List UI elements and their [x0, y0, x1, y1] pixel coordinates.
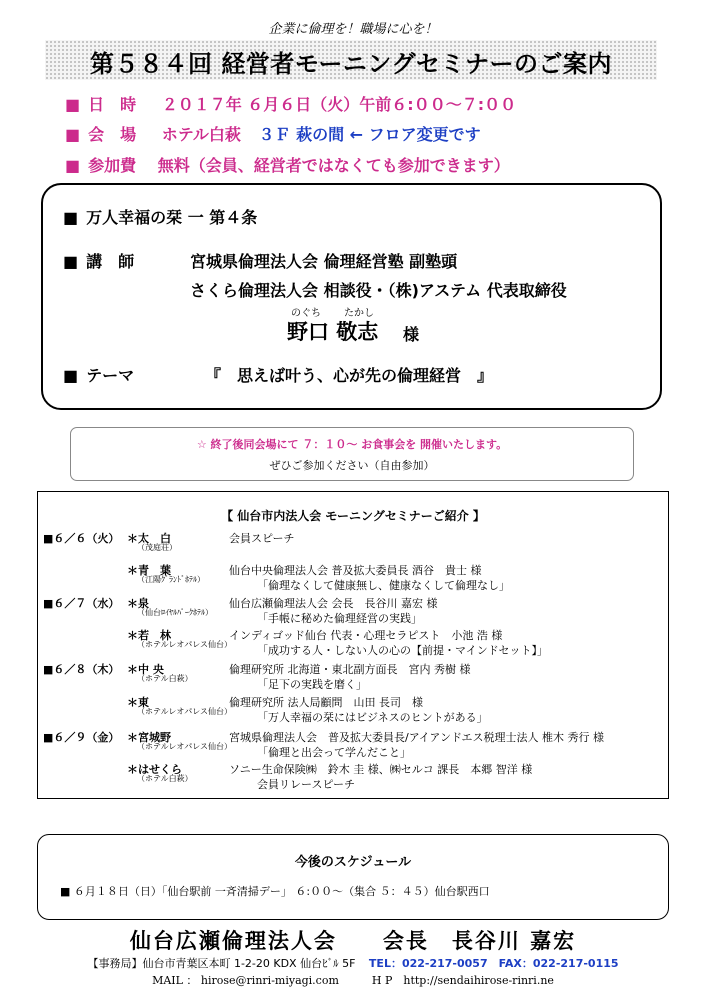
intro-hotel: ＊宮城野	[127, 731, 171, 744]
bullet-square-icon: ■	[65, 156, 81, 175]
intro-speaker: インディゴッド仙台 代表・心理セラピスト 小池 浩 様	[229, 629, 503, 642]
speaker-title-1: 宮城県倫理法人会 倫理経営塾 副塾頭	[190, 252, 458, 271]
fee-value: 無料（会員、経営者ではなくても参加できます）	[157, 156, 510, 175]
office-info	[0, 955, 706, 971]
intro-row	[37, 694, 669, 724]
tagline: 企業に倫理を！職場に心を！	[268, 22, 438, 37]
speaker-name: 野口 敬志	[287, 320, 379, 344]
intro-speaker: 倫理研究所 北海道・東北副方面長 宮内 秀樹 様	[229, 663, 471, 676]
intro-venue: （ホテルレオパレス仙台）	[137, 640, 232, 649]
bullet-square-icon: ■	[63, 208, 79, 227]
bullet-square-icon: ■	[65, 125, 81, 144]
intro-hotel: ＊若 林	[127, 629, 171, 642]
theme-value: 『 思えば叶う、心が先の倫理経営 』	[205, 366, 494, 385]
page-title: 第５８４回 経営者モーニングセミナーのご案内	[90, 50, 612, 78]
ruby-given: たかし	[344, 308, 374, 319]
mail-hp: MAIL ： hirose@rinri-miyagi.com H P http://sendaihirose-rinri.ne	[152, 974, 554, 987]
intro-hotel: ＊泉	[127, 597, 149, 610]
speaker-honorific: 様	[403, 325, 420, 344]
venue-label: 会 場	[88, 125, 137, 144]
tel-fax: TEL：022-217-0057 FAX：022-217-0115	[368, 957, 619, 970]
intro-hotel: ＊東	[127, 696, 149, 709]
intro-row	[37, 595, 669, 625]
intro-hotel: ＊青 葉	[127, 564, 171, 577]
date-label: 日 時	[88, 95, 137, 114]
speaker-label-row	[63, 249, 134, 272]
intro-date: ■６／９（金）	[43, 731, 120, 744]
venue-value: ホテル白萩	[161, 125, 241, 144]
intro-quote: 「成功する人・しない人の心の【前提・マインドセット】」	[257, 644, 548, 657]
party-line-1: ☆ 終了後同会場にて ７：１０～ お食事会を 開催いたします。	[196, 438, 508, 451]
article-row	[63, 205, 257, 228]
theme-label-row	[63, 363, 134, 386]
intro-venue: （仙台ﾛｲﾔﾙﾊﾟｰｸﾎﾃﾙ）	[137, 608, 213, 617]
ruby-family: のぐち	[291, 308, 321, 319]
intro-date: ■６／８（木）	[43, 663, 120, 676]
intro-row	[37, 661, 669, 691]
intro-venue: （ホテル白萩）	[137, 774, 193, 783]
intro-speaker: 仙台広瀬倫理法人会 会長 長谷川 嘉宏 様	[229, 597, 438, 610]
article-text: 万人幸福の栞 一 第４条	[86, 208, 258, 227]
intro-venue: （ホテル白萩）	[137, 674, 193, 683]
intro-hotel: ＊太 白	[127, 532, 171, 545]
fee-row	[65, 153, 510, 176]
intro-quote: 「足下の実践を磨く」	[257, 678, 367, 691]
speaker-label: 講 師	[86, 252, 135, 271]
intro-speaker: 会員スピーチ	[229, 532, 295, 545]
theme-label: テーマ	[86, 366, 135, 385]
intro-quote: 「倫理なくして健康無し、健康なくして倫理なし」	[257, 579, 510, 592]
bullet-square-icon: ■	[65, 95, 81, 114]
intro-speaker: 仙台中央倫理法人会 普及拡大委員長 酒谷 貴士 様	[229, 564, 482, 577]
party-line-2: ぜひご参加ください（自由参加）	[269, 459, 435, 472]
intro-venue: （茂庭荘）	[137, 543, 177, 552]
intro-row	[37, 729, 669, 759]
intro-venue: （ホテルレオパレス仙台）	[137, 742, 232, 751]
intro-speaker: 倫理研究所 法人局顧問 山田 長司 様	[229, 696, 423, 709]
schedule-box	[37, 834, 669, 920]
date-value: ２０１７年 ６月６日（火）午前６:００～７:００	[161, 95, 517, 114]
bullet-square-icon: ■	[63, 252, 79, 271]
intro-quote: 「手帳に秘めた倫理経営の実践」	[257, 612, 422, 625]
intro-row	[37, 530, 669, 550]
intro-speaker: 宮城県倫理法人会 普及拡大委員長/アイアンドエス税理士法人 椎木 秀行 様	[229, 731, 604, 744]
intro-row	[37, 562, 669, 592]
organization-name: 仙台広瀬倫理法人会 会長 長谷川 嘉宏	[129, 929, 577, 953]
intro-quote: 会員リレースピーチ	[257, 778, 356, 791]
intro-date: ■６／７（水）	[43, 597, 120, 610]
date-row	[65, 92, 516, 115]
office-address: 【事務局】仙台市青葉区本町 1-2-20 KDX 仙台ﾋﾞﾙ 5F	[87, 957, 356, 970]
intro-hotel: ＊はせくら	[127, 763, 182, 776]
intro-row	[37, 627, 669, 657]
intro-row	[37, 761, 669, 791]
venue-room: ３Ｆ 萩の間 ← フロア変更です	[258, 125, 481, 144]
speaker-title-2: さくら倫理法人会 相談役・（株)アステム 代表取締役	[190, 281, 567, 300]
intro-quote: 「倫理と出会って学んだこと」	[257, 746, 411, 759]
intro-title: 【 仙台市内法人会 モーニングセミナーご紹介 】	[221, 509, 485, 523]
intro-speaker: ソニー生命保険㈱ 鈴木 圭 様、㈱セルコ 課長 本郷 智洋 様	[229, 763, 533, 776]
intro-date: ■６／６（火）	[43, 532, 120, 545]
schedule-title: 今後のスケジュール	[294, 855, 412, 870]
intro-hotel: ＊中 央	[127, 663, 164, 676]
bullet-square-icon: ■	[63, 366, 79, 385]
intro-venue: （ホテルレオパレス仙台）	[137, 707, 232, 716]
intro-quote: 「万人幸福の栞にはビジネスのヒントがある」	[257, 711, 488, 724]
fee-label: 参加費	[88, 156, 137, 175]
venue-row	[65, 122, 481, 145]
schedule-item: ■ ６月１８日（日）「仙台駅前 一斉清掃デー」 ６:００～（集合 ５：４５）仙台駅西口	[60, 885, 490, 898]
intro-venue: （江陽ｸﾞﾗﾝﾄﾞﾎﾃﾙ）	[137, 575, 205, 584]
